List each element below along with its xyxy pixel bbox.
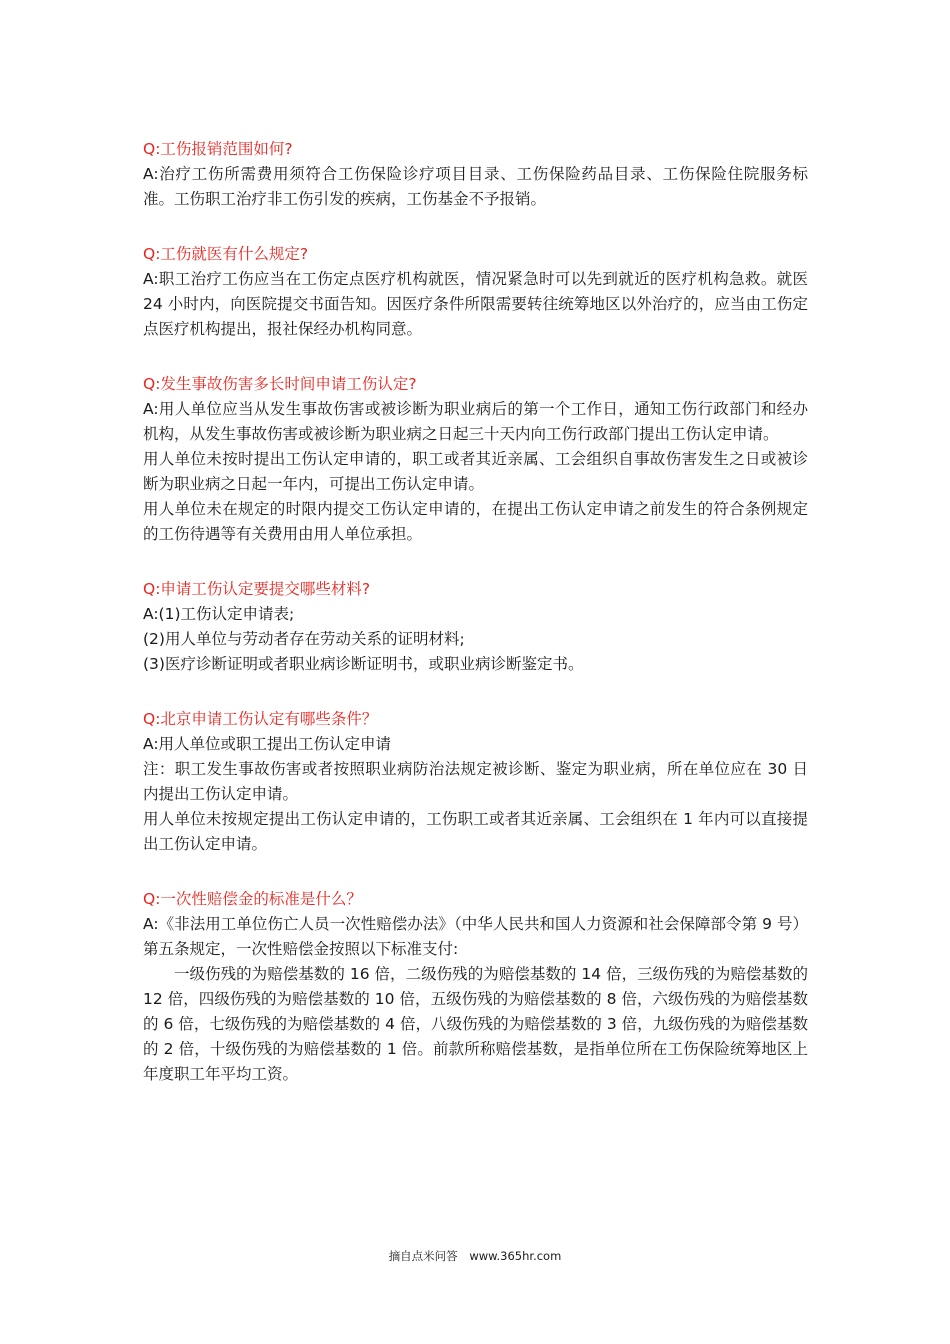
- answer-6-paragraph-1: A:《非法用工单位伤亡人员一次性赔偿办法》（中华人民共和国人力资源和社会保障部令第 9 号）第五条规定，一次性赔偿金按照以下标准支付:: [143, 915, 808, 958]
- question-1: Q:工伤报销范围如何?: [143, 140, 293, 158]
- qa-block-3: [143, 372, 808, 547]
- answer-2-paragraph-1: A:职工治疗工伤应当在工伤定点医疗机构就医，情况紧急时可以先到就近的医疗机构急救。就医 24 小时内，向医院提交书面告知。因医疗条件所限需要转往统筹地区以外治疗的，应当由工伤定点医疗机构提出，报社保经办机构同意。: [143, 270, 808, 338]
- question-4: Q:申请工伤认定要提交哪些材料?: [143, 580, 371, 598]
- page-footer: [0, 1248, 950, 1264]
- answer-4-item-3: (3)医疗诊断证明或者职业病诊断证明书，或职业病诊断鉴定书。: [143, 655, 584, 673]
- answer-3-paragraph-1: A:用人单位应当从发生事故伤害或被诊断为职业病后的第一个工作日，通知工伤行政部门和经办机构，从发生事故伤害或被诊断为职业病之日起三十天内向工伤行政部门提出工伤认定申请。: [143, 400, 808, 443]
- question-2: Q:工伤就医有什么规定?: [143, 245, 309, 263]
- answer-1-paragraph-1: A:治疗工伤所需费用须符合工伤保险诊疗项目目录、工伤保险药品目录、工伤保险住院服务标准。工伤职工治疗非工伤引发的疾病，工伤基金不予报销。: [143, 165, 808, 208]
- footer-url[interactable]: www.365hr.com: [469, 1249, 562, 1263]
- answer-4-item-2: (2)用人单位与劳动者存在劳动关系的证明材料;: [143, 630, 465, 648]
- document-body: [143, 137, 808, 1117]
- question-5: Q:北京申请工伤认定有哪些条件？: [143, 710, 378, 728]
- answer-3-paragraph-3: 用人单位未在规定的时限内提交工伤认定申请的，在提出工伤认定申请之前发生的符合条例规定的工伤待遇等有关费用由用人单位承担。: [143, 500, 808, 543]
- qa-block-5: [143, 707, 808, 857]
- qa-block-1: [143, 137, 808, 212]
- answer-5-note: 注：职工发生事故伤害或者按照职业病防治法规定被诊断、鉴定为职业病，所在单位应在 30 日内提出工伤认定申请。: [143, 760, 808, 803]
- answer-5-paragraph-3: 用人单位未按规定提出工伤认定申请的，工伤职工或者其近亲属、工会组织在 1 年内可以直接提出工伤认定申请。: [143, 810, 808, 853]
- question-3: Q:发生事故伤害多长时间申请工伤认定?: [143, 375, 417, 393]
- answer-3-paragraph-2: 用人单位未按时提出工伤认定申请的，职工或者其近亲属、工会组织自事故伤害发生之日或被诊断为职业病之日起一年内，可提出工伤认定申请。: [143, 450, 808, 493]
- footer-source: 摘自点米问答: [388, 1249, 458, 1263]
- answer-5-paragraph-1: A:用人单位或职工提出工伤认定申请: [143, 735, 392, 753]
- qa-block-6: [143, 887, 808, 1087]
- answer-4-item-1: A:(1)工伤认定申请表;: [143, 605, 295, 623]
- question-6: Q:一次性赔偿金的标准是什么？: [143, 890, 362, 908]
- qa-block-2: [143, 242, 808, 342]
- qa-block-4: [143, 577, 808, 677]
- answer-6-compensation-standards: 一级伤残的为赔偿基数的 16 倍，二级伤残的为赔偿基数的 14 倍，三级伤残的为赔偿基数的 12 倍，四级伤残的为赔偿基数的 10 倍，五级伤残的为赔偿基数的 8 倍，六级伤残的为赔偿基数的 6 倍，七级伤残的为赔偿基数的 4 倍，八级伤残的为赔偿基数的 3 倍，九级伤残的为赔偿基数的 2 倍，十级伤残的为赔偿基数的 1 倍。前款所称赔偿基数，是指单位所在工伤保险统筹地区上年度职工年平均工资。: [143, 965, 808, 1083]
